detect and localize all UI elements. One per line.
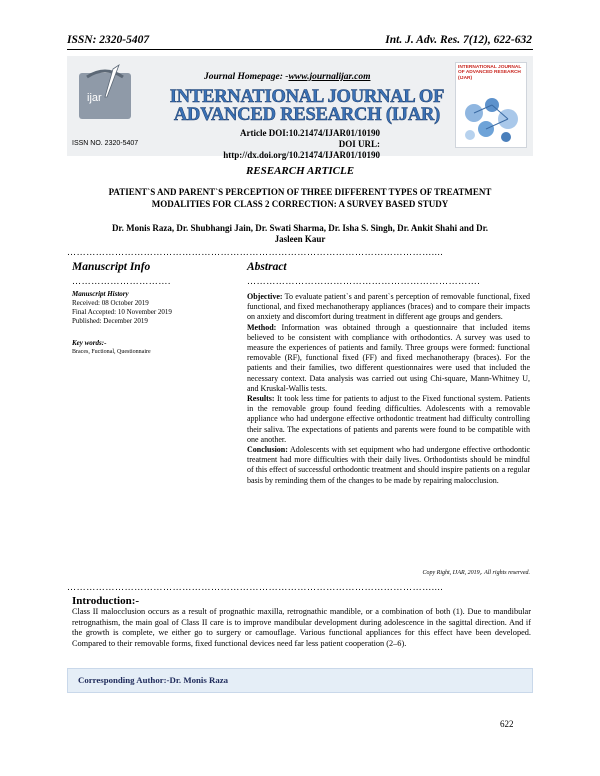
doi-block — [200, 128, 380, 161]
article-title: PATIENT`S AND PARENT`S PERCEPTION OF THREE DIFFERENT TYPES OF TREATMENT MODALITIES FOR CLASS 2 CORRECTION: A SURVEY BASED STUDY — [108, 187, 492, 209]
method-label: Method: — [247, 322, 277, 332]
article-doi: Article DOI:10.21474/IJAR01/10190 — [240, 128, 380, 138]
section-type: RESEARCH ARTICLE — [245, 165, 355, 177]
abstract-objective — [247, 292, 530, 323]
conclusion-text: Adolescents with set equipment who had undergone effective orthodontic treatment had more difficulties with their daily lives. Orthodontists should be mindful of this effect of successful orthodontic treatment and should inspire patients on a regular basis by reminding them of the changes to be made by repairing malocclusion. — [247, 445, 530, 485]
objective-label: Objective: — [247, 292, 283, 301]
published-date: Published: December 2019 — [72, 317, 148, 325]
abstract-results — [247, 394, 530, 445]
results-text: It took less time for patients to adjust to the Fixed functional system. Patients in the removable group found feeding difficulties. Adolescents with a removable appliance who had undergone effective orthodontic treatment had difficulty controlling their saliva. The expectations of patients and parents were found to be compatible with one another. — [247, 394, 530, 444]
history-label: Manuscript History — [72, 290, 129, 298]
method-text: Information was obtained through a questionnaire that included items believed to be consistent with compliance with orthodontics. A survey was used to measure the experiences of patients and family. Three groups were formed: functional removable (RF), functional fixed (FF) and fixed mechanotherapy (braces). For the patients and their families, two different questionnaires were used that included the necessary context. Data analysis was carried out using Chi-square, Mann-Whitney U, and Kruskal-Wallis tests. — [247, 322, 530, 393]
dotted-divider: …………………………………………………………………………………………………….... — [67, 247, 444, 257]
header-issn: ISSN: 2320-5407 — [67, 34, 150, 46]
introduction-text: Class II malocclusion occurs as a result of prognathic maxilla, retrognathic mandible, or a combination of both (1). Due to mandibular retrognathism, the main goal of Class II care is to improve mandibular development during adolescence in the sagittal direction. And if the growth is complete, we either go to surgery or camouflage. Various functional appliances for this effect have been developed. Compared to their removable forms, fixed functional devices need far less patient cooperation (2–6). — [72, 607, 531, 648]
header-citation: Int. J. Adv. Res. 7(12), 622-632 — [385, 34, 532, 46]
abstract-body — [247, 292, 530, 486]
keywords: Braces, Fuctional, Questionnaire — [72, 349, 151, 355]
objective-text: To evaluate patient`s and parent`s perception of removable functional, fixed functional, and fixed mechanotherapy appliances (braces) and to compare their impacts on anxiety and discomfort during treatment in different age groups and genders. — [247, 292, 530, 322]
header-divider — [67, 49, 533, 50]
accepted-date: Final Accepted: 10 November 2019 — [72, 308, 172, 316]
keywords-label: Key words:- — [72, 339, 107, 347]
conclusion-label: Conclusion: — [247, 445, 288, 455]
dotted-divider: …………………………………………………………………………………………………….... — [67, 582, 444, 592]
introduction-heading: Introduction:- — [72, 595, 140, 607]
dotted-divider: ………………………………………………………………. — [247, 276, 481, 286]
abstract-conclusion — [247, 445, 530, 486]
homepage-link[interactable]: www.journalijar.com — [288, 72, 371, 82]
journal-homepage — [204, 72, 370, 82]
doi-url[interactable]: DOI URL: http://dx.doi.org/10.21474/IJAR01/10190 — [223, 139, 380, 160]
corresponding-author: Corresponding Author:-Dr. Monis Raza — [78, 675, 229, 685]
manuscript-info-heading: Manuscript Info — [72, 261, 151, 273]
copyright-notice: Copy Right, IJAR, 2019,. All rights reserved. — [422, 570, 530, 576]
article-authors: Dr. Monis Raza, Dr. Shubhangi Jain, Dr. Swati Sharma, Dr. Isha S. Singh, Dr. Ankit Shahi and Dr. Jasleen Kaur — [111, 223, 489, 244]
page-number: 622 — [500, 719, 514, 729]
logo-issn: ISSN NO. 2320-5407 — [72, 140, 139, 147]
dotted-divider: …………………………. — [72, 276, 171, 286]
homepage-label: Journal Homepage: - — [204, 72, 289, 82]
journal-title: INTERNATIONAL JOURNAL OF ADVANCED RESEARCH (IJAR) — [169, 87, 445, 125]
results-label: Results: — [247, 394, 275, 404]
abstract-heading: Abstract — [247, 261, 287, 273]
journal-logo-icon — [77, 63, 133, 125]
cover-title: INTERNATIONAL JOURNAL OF ADVANCED RESEARCH (IJAR) — [458, 65, 522, 81]
abstract-method — [247, 323, 530, 394]
received-date: Received: 08 October 2019 — [72, 299, 149, 307]
logo-text: ijar — [87, 92, 102, 104]
